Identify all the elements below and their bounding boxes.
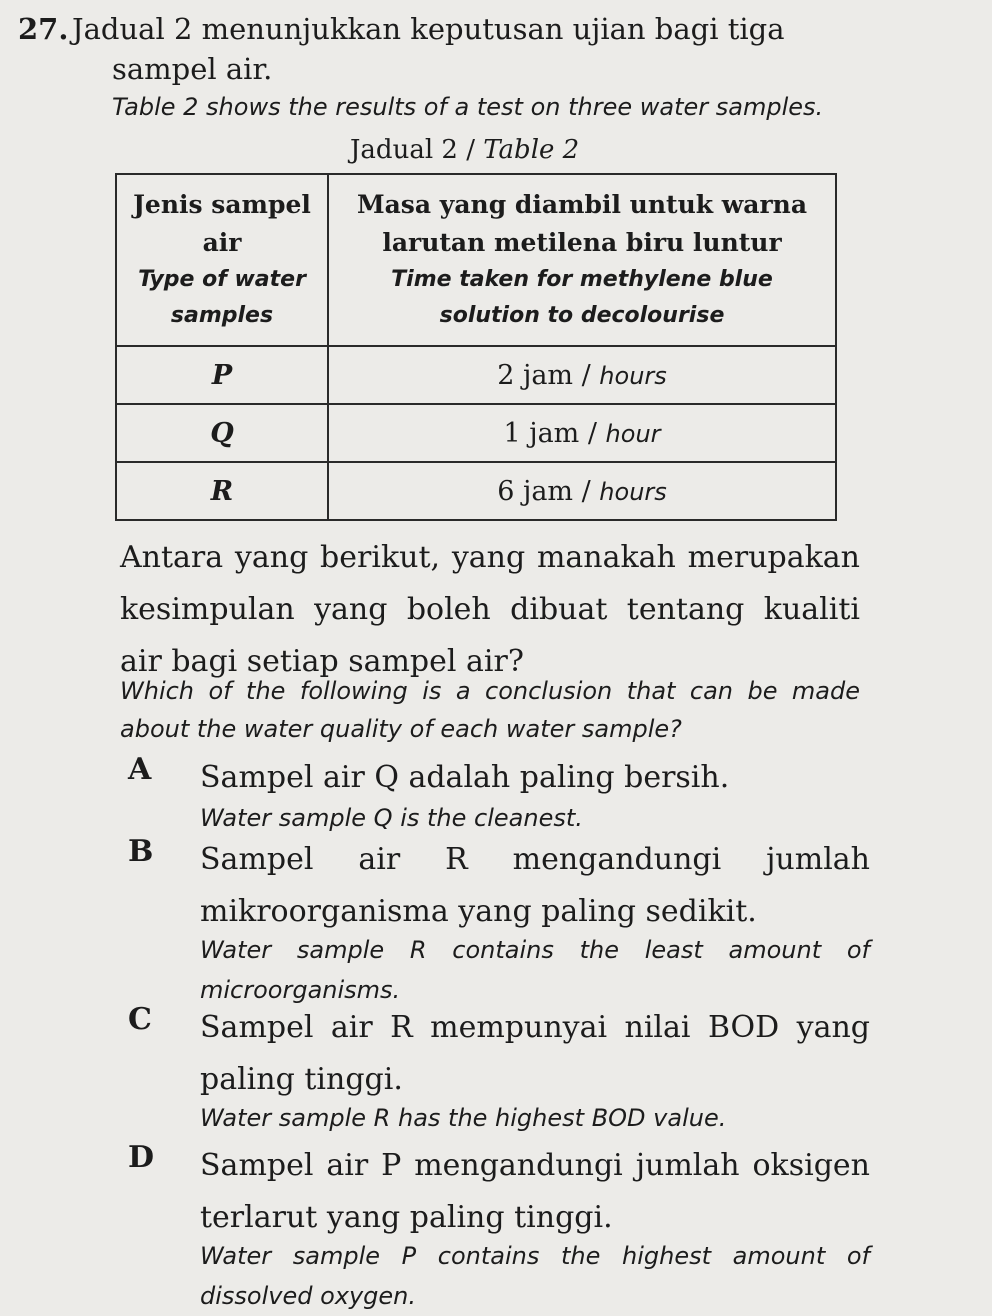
sample-cell: Q bbox=[116, 404, 328, 462]
table-caption-ms: Jadual 2 / bbox=[350, 135, 484, 165]
header-time-taken-en: Time taken for methylene blue solution to decolourise bbox=[391, 267, 773, 328]
time-ms: 1 jam / bbox=[503, 417, 606, 449]
table-header-row bbox=[116, 174, 836, 346]
sample-cell: P bbox=[116, 346, 328, 404]
time-cell bbox=[328, 346, 836, 404]
time-cell bbox=[328, 404, 836, 462]
option-text-en: Water sample R contains the least amount of microorganisms. bbox=[200, 936, 870, 1004]
time-cell bbox=[328, 462, 836, 520]
question-text-ms-line1: Jadual 2 menunjukkan keputusan ujian bagi tiga bbox=[72, 12, 785, 46]
time-en: hours bbox=[599, 477, 667, 506]
question-text-en: Table 2 shows the results of a test on three water samples. bbox=[112, 93, 824, 121]
option-letter: A bbox=[128, 752, 152, 787]
option-letter: C bbox=[128, 1002, 152, 1037]
time-en: hour bbox=[605, 419, 661, 448]
option-text-ms: Sampel air P mengandungi jumlah oksigen terlarut yang paling tinggi. bbox=[200, 1148, 870, 1235]
option-text-ms: Sampel air Q adalah paling bersih. bbox=[200, 760, 730, 795]
option-text-ms: Sampel air R mengandungi jumlah mikroorganisma yang paling sedikit. bbox=[200, 842, 870, 929]
option-text-en: Water sample Q is the cleanest. bbox=[200, 804, 583, 832]
stem-text-en: Which of the following is a conclusion that can be made about the water quality of each water sample? bbox=[120, 677, 860, 743]
header-time-taken-ms: Masa yang diambil untuk warna larutan metilena biru luntur bbox=[356, 190, 808, 257]
option-text-ms: Sampel air R mempunyai nilai BOD yang paling tinggi. bbox=[200, 1010, 870, 1097]
header-sample-type-ms: Jenis sampel air bbox=[133, 190, 311, 257]
header-sample-type-en: Type of water samples bbox=[138, 267, 306, 328]
results-table bbox=[115, 173, 837, 521]
table-row bbox=[116, 404, 836, 462]
time-en: hours bbox=[599, 361, 667, 390]
option-text-en: Water sample R has the highest BOD value. bbox=[200, 1104, 727, 1132]
option-text-en: Water sample P contains the highest amount of dissolved oxygen. bbox=[200, 1242, 870, 1310]
option-letter: D bbox=[128, 1140, 155, 1175]
table-row bbox=[116, 462, 836, 520]
table-caption bbox=[350, 135, 579, 165]
question-text-ms-line2: sampel air. bbox=[112, 52, 273, 86]
option-letter: B bbox=[128, 834, 154, 869]
stem-text-ms: Antara yang berikut, yang manakah merupakan kesimpulan yang boleh dibuat tentang kualiti air bagi setiap sampel air? bbox=[120, 540, 860, 679]
sample-cell: R bbox=[116, 462, 328, 520]
question-number: 27. bbox=[18, 12, 69, 46]
table-row bbox=[116, 346, 836, 404]
time-ms: 6 jam / bbox=[497, 475, 600, 507]
header-sample-type bbox=[116, 174, 328, 346]
table-caption-en: Table 2 bbox=[483, 135, 580, 165]
time-ms: 2 jam / bbox=[497, 359, 600, 391]
header-time-taken bbox=[328, 174, 836, 346]
